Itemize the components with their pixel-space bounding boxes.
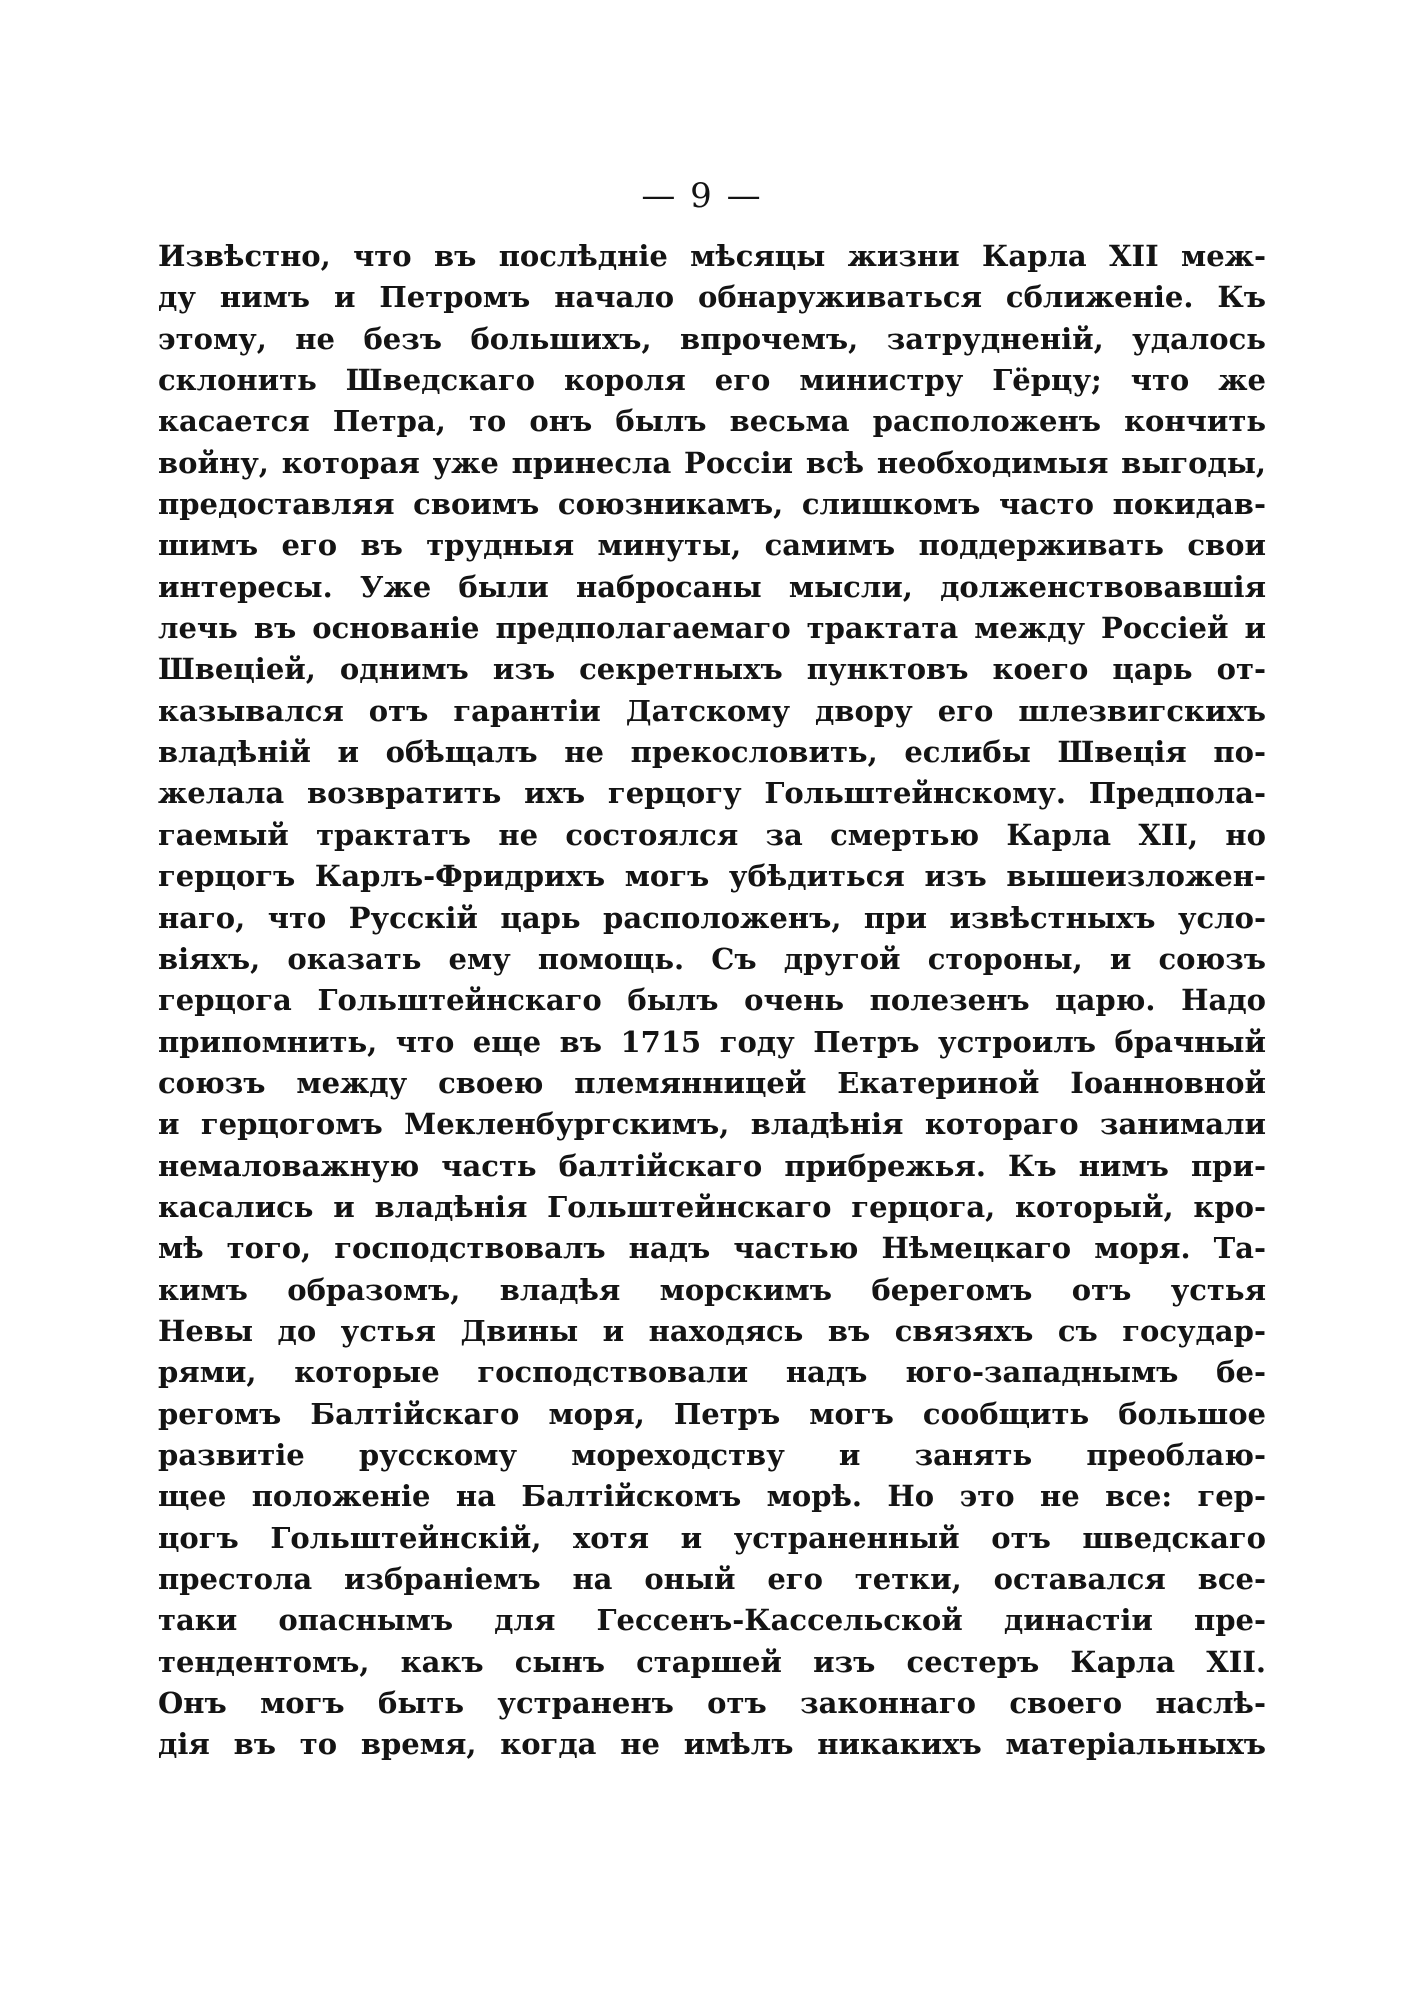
text-line: віяхъ, оказать ему помощь. Съ другой стороны, и союзъ — [158, 941, 1266, 976]
text-line: войну, которая уже принесла Россіи всѣ необходимыя выгоды, — [158, 445, 1266, 480]
text-line: дія въ то время, когда не имѣлъ никакихъ матеріальныхъ — [158, 1727, 1266, 1762]
text-line: склонить Шведскаго короля его министру Гёрцу; что же — [158, 363, 1266, 398]
text-line: Онъ могъ быть устраненъ отъ законнаго своего наслѣ- — [158, 1686, 1266, 1721]
text-line: Швеціей, однимъ изъ секретныхъ пунктовъ коего царь от- — [158, 652, 1266, 687]
text-line: щее положеніе на Балтійскомъ морѣ. Но это не все: гер- — [158, 1479, 1266, 1514]
text-line: Невы до устья Двины и находясь въ связяхъ съ государ- — [158, 1313, 1266, 1348]
text-line: владѣній и обѣщалъ не прекословить, еслибы Швеція по- — [158, 735, 1266, 770]
text-line: казывался отъ гарантіи Датскому двору его шлезвигскихъ — [158, 693, 1266, 728]
text-line: лечь въ основаніе предполагаемаго трактата между Россіей и — [158, 611, 1266, 646]
text-line: гаемый трактатъ не состоялся за смертью Карла XII, но — [158, 817, 1266, 852]
text-line: таки опаснымъ для Гессенъ-Кассельской династіи пре- — [158, 1603, 1266, 1638]
text-line: мѣ того, господствовалъ надъ частью Нѣмецкаго моря. Та- — [158, 1231, 1266, 1266]
text-line: кимъ образомъ, владѣя морскимъ берегомъ отъ устья — [158, 1272, 1266, 1307]
text-line: цогъ Гольштейнскій, хотя и устраненный отъ шведскаго — [158, 1520, 1266, 1555]
text-line: интересы. Уже были набросаны мысли, долженствовавшія — [158, 569, 1266, 604]
text-line: и герцогомъ Мекленбургскимъ, владѣнія котораго занимали — [158, 1107, 1266, 1142]
text-line: союзъ между своею племянницей Екатериной Іоанновной — [158, 1065, 1266, 1100]
text-line: ду нимъ и Петромъ начало обнаруживаться сближеніе. Къ — [158, 280, 1266, 315]
text-line: герцога Гольштейнскаго былъ очень полезенъ царю. Надо — [158, 983, 1266, 1018]
text-line: предоставляя своимъ союзникамъ, слишкомъ часто покидав- — [158, 487, 1266, 522]
text-line: желала возвратить ихъ герцогу Гольштейнскому. Предпола- — [158, 776, 1266, 811]
text-line: рями, которые господствовали надъ юго-западнымъ бе- — [158, 1355, 1266, 1390]
text-line: касались и владѣнія Гольштейнскаго герцога, который, кро- — [158, 1189, 1266, 1224]
text-line: наго, что Русскій царь расположенъ, при извѣстныхъ усло- — [158, 900, 1266, 935]
text-line: этому, не безъ большихъ, впрочемъ, затрудненій, удалось — [158, 321, 1266, 356]
body-text — [158, 236, 1266, 1766]
text-line: тендентомъ, какъ сынъ старшей изъ сестеръ Карла XII. — [158, 1644, 1266, 1679]
text-line: касается Петра, то онъ былъ весьма расположенъ кончить — [158, 404, 1266, 439]
text-line: развитіе русскому мореходству и занять преоблаю- — [158, 1437, 1266, 1472]
text-line: Извѣстно, что въ послѣдніе мѣсяцы жизни Карла XII меж- — [158, 239, 1266, 273]
page-number: — 9 — — [641, 176, 763, 216]
text-line: припомнить, что еще въ 1715 году Петръ устроилъ брачный — [158, 1024, 1266, 1059]
text-line: герцогъ Карлъ-Фридрихъ могъ убѣдиться изъ вышеизложен- — [158, 859, 1266, 894]
text-line: регомъ Балтійскаго моря, Петръ могъ сообщить большое — [158, 1396, 1266, 1431]
text-line: немаловажную часть балтійскаго прибрежья. Къ нимъ при- — [158, 1148, 1266, 1183]
text-line: шимъ его въ трудныя минуты, самимъ поддерживать свои — [158, 528, 1266, 563]
text-line: престола избраніемъ на оный его тетки, оставался все- — [158, 1562, 1266, 1596]
